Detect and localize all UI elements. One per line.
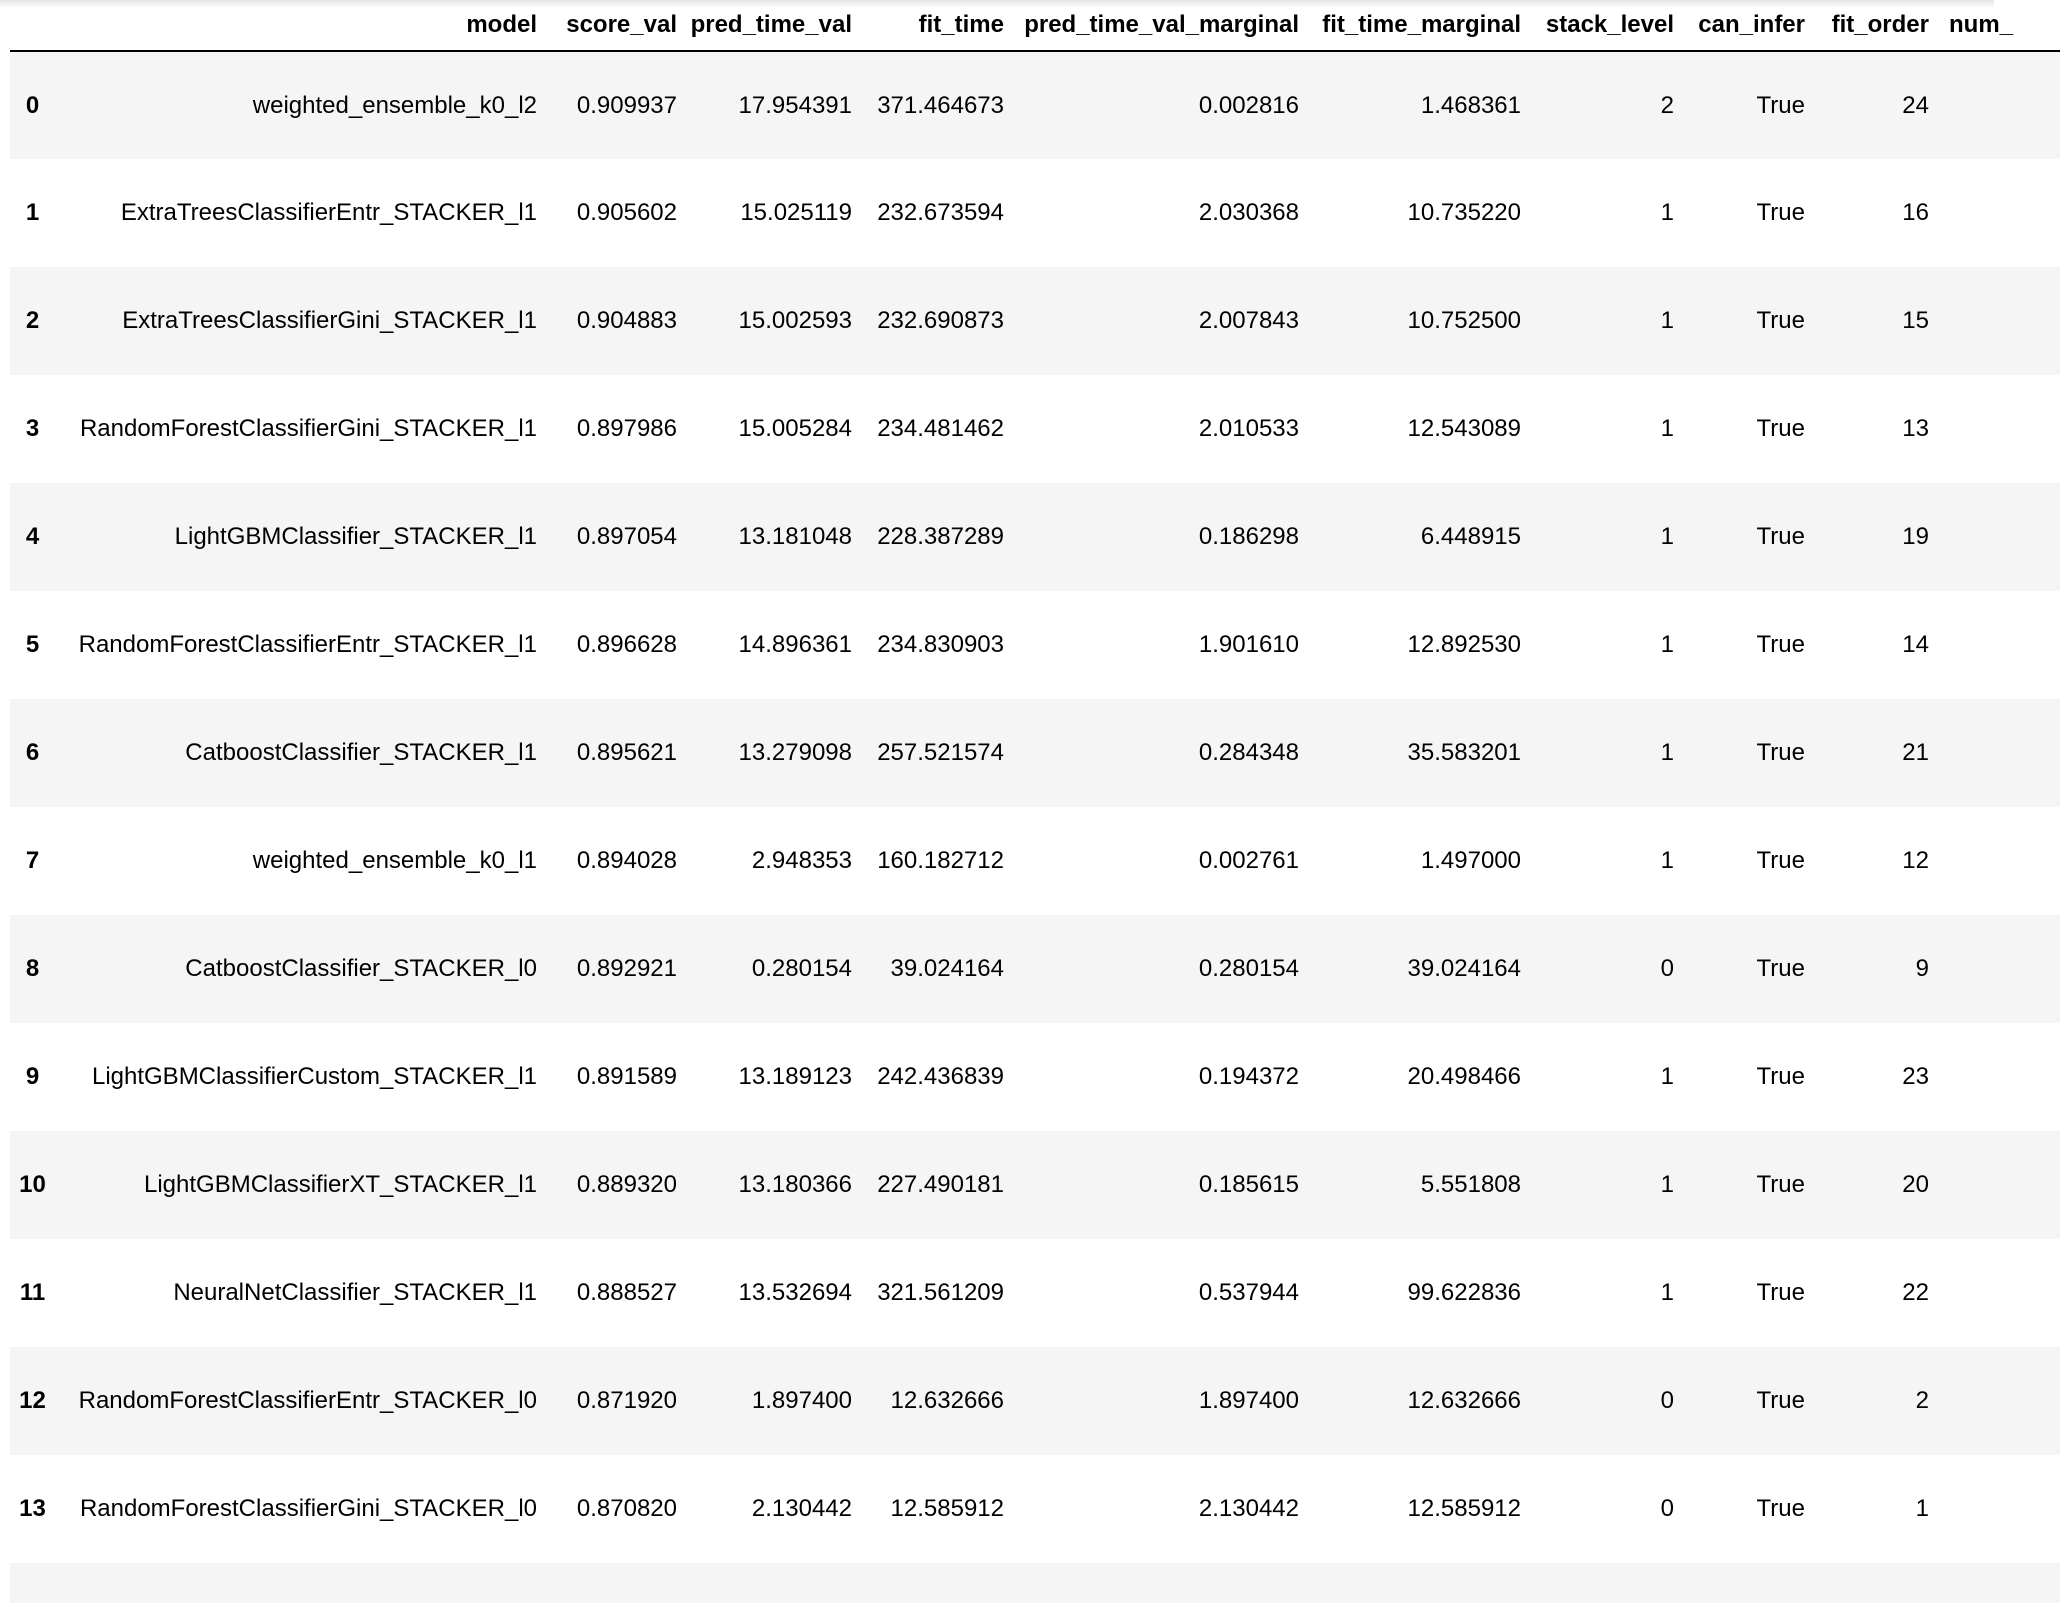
cell-can-infer: True (1756, 739, 1805, 766)
cell-stack-level: 2 (1660, 91, 1674, 119)
cell-can-infer: True (1756, 1171, 1805, 1198)
cell-stack-level: 0 (1660, 1495, 1674, 1522)
cell-fit-time: 234.481462 (877, 415, 1004, 442)
cell-model: LightGBMClassifierXT_STACKER_l1 (143, 1171, 537, 1198)
cell-model: ExtraTreesClassifierGini_STACKER_l1 (122, 307, 537, 334)
cell-fit-order: 21 (1902, 739, 1929, 766)
table-row (10, 915, 2060, 1023)
column-header-fit-order: fit_order (1805, 0, 1929, 51)
row-index: 7 (25, 847, 40, 874)
cell-score-val: 0.905602 (576, 199, 677, 226)
cell-can-infer: True (1756, 1279, 1805, 1306)
cell-model: weighted_ensemble_k0_l2 (252, 91, 537, 119)
cell-pred-time-val: 13.532694 (738, 1279, 852, 1306)
cell-pred-time-val-marginal: 0.537944 (1198, 1279, 1299, 1306)
dataframe-output[interactable] (10, 0, 2014, 1604)
cell-fit-time-marginal: 5.551808 (1420, 1171, 1521, 1198)
cell-pred-time-val-marginal: 0.185615 (1198, 1171, 1299, 1198)
table-row (10, 807, 2060, 915)
cell-model: ExtraTreesClassifierEntr_STACKER_l1 (120, 199, 537, 226)
header-row (10, 0, 2060, 51)
table-row (10, 51, 2060, 159)
cell-num-truncated (1929, 591, 2060, 699)
column-header-fit-time: fit_time (852, 0, 1004, 51)
cell-fit-time-marginal: 12.585912 (1407, 1495, 1521, 1522)
cell-pred-time-val-marginal: 0.002761 (1198, 847, 1299, 874)
cell-num-truncated (1929, 807, 2060, 915)
cell-pred-time-val: 2.948353 (751, 847, 852, 874)
cell-fit-order: 22 (1902, 1279, 1929, 1306)
cell-fit-time: 227.490181 (877, 1171, 1004, 1198)
cell-fit-time: 242.436839 (877, 1063, 1004, 1090)
cell-fit-order: 9 (1915, 955, 1929, 982)
cell-num-truncated (1929, 51, 2060, 159)
row-index: 10 (19, 1171, 46, 1198)
cell-score-val: 0.894028 (576, 847, 677, 874)
cell-can-infer: True (1756, 1063, 1805, 1090)
cell-score-val: 0.904883 (576, 307, 677, 334)
cell-can-infer: True (1756, 91, 1805, 119)
cell-fit-order: 24 (1902, 91, 1929, 119)
row-index: 0 (25, 91, 40, 119)
cell-num-truncated (1929, 699, 2060, 807)
cell-fit-time-marginal: 1.497000 (1420, 847, 1521, 874)
cell-fit-time: 12.585912 (890, 1495, 1004, 1522)
cell-fit-time-marginal: 12.632666 (1407, 1387, 1521, 1414)
cell-pred-time-val-marginal: 2.130442 (1198, 1495, 1299, 1522)
cell-fit-time: 234.830903 (877, 631, 1004, 658)
cell-can-infer: True (1756, 307, 1805, 334)
cell-stack-level: 1 (1660, 415, 1674, 442)
cell-fit-order: 23 (1902, 1063, 1929, 1090)
cell-model: LightGBMClassifier_STACKER_l1 (174, 523, 537, 550)
cell-fit-order: 16 (1902, 199, 1929, 226)
cell-model: CatboostClassifier_STACKER_l0 (185, 955, 537, 982)
row-index: 3 (25, 415, 40, 442)
column-header-stack-level: stack_level (1521, 0, 1674, 51)
table-row (10, 1455, 2060, 1563)
table-row (10, 1131, 2060, 1239)
cell-model: CatboostClassifier_STACKER_l1 (185, 739, 537, 766)
cell-can-infer: True (1756, 631, 1805, 658)
cell-pred-time-val-marginal: 1.901610 (1198, 631, 1299, 658)
cell-fit-time: 228.387289 (877, 523, 1004, 550)
cell-score-val: 0.897986 (576, 415, 677, 442)
cell-num-truncated (1929, 483, 2060, 591)
column-header-score-val: score_val (537, 0, 677, 51)
cell-can-infer: True (1756, 523, 1805, 550)
table-row (10, 483, 2060, 591)
cell-score-val: 0.889320 (576, 1171, 677, 1198)
cell-pred-time-val-marginal: 2.030368 (1198, 199, 1299, 226)
row-index: 11 (19, 1279, 46, 1306)
column-header-pred-time-val: pred_time_val (677, 0, 852, 51)
cell-model: RandomForestClassifierEntr_STACKER_l1 (78, 631, 537, 658)
cell-fit-time-marginal: 10.735220 (1407, 199, 1521, 226)
cell-pred-time-val-marginal: 2.007843 (1198, 307, 1299, 334)
cell-stack-level: 1 (1660, 523, 1674, 550)
cell-can-infer: True (1756, 1495, 1805, 1522)
row-index: 5 (25, 631, 40, 658)
leaderboard-table (10, 0, 2060, 1603)
cell-stack-level: 1 (1660, 847, 1674, 874)
cell-fit-time: 39.024164 (890, 955, 1004, 982)
cell-pred-time-val: 15.005284 (738, 415, 852, 442)
cell-score-val: 0.892921 (576, 955, 677, 982)
cell-fit-time-marginal: 6.448915 (1420, 523, 1521, 550)
cell-fit-time-marginal: 99.622836 (1407, 1279, 1521, 1306)
cell-pred-time-val: 13.189123 (738, 1063, 852, 1090)
cell-pred-time-val-marginal: 0.002816 (1198, 91, 1299, 119)
cell-fit-time-marginal: 12.543089 (1407, 415, 1521, 442)
column-header-pred-time-val-marginal: pred_time_val_marginal (1004, 0, 1299, 51)
cell-score-val: 0.897054 (576, 523, 677, 550)
cell-model: NeuralNetClassifier_STACKER_l1 (173, 1279, 537, 1306)
cell-pred-time-val-marginal: 0.284348 (1198, 739, 1299, 766)
table-row (10, 375, 2060, 483)
row-index: 9 (25, 1063, 40, 1090)
cell-num-truncated (1929, 375, 2060, 483)
cell-pred-time-val: 13.279098 (738, 739, 852, 766)
cell-fit-time-marginal: 10.752500 (1407, 307, 1521, 334)
index-header (10, 0, 55, 51)
cell-num-truncated (1929, 1239, 2060, 1347)
table-row (10, 159, 2060, 267)
cell-stack-level: 1 (1660, 307, 1674, 334)
cell-score-val: 0.909937 (576, 91, 677, 119)
table-row-partial (10, 1563, 2060, 1603)
cell-fit-time: 321.561209 (877, 1279, 1004, 1306)
table-body (10, 51, 2060, 1603)
cell-stack-level: 1 (1660, 199, 1674, 226)
row-index: 2 (25, 307, 40, 334)
cell-model: LightGBMClassifierCustom_STACKER_l1 (91, 1063, 537, 1090)
cell-fit-time: 160.182712 (877, 847, 1004, 874)
cell-score-val: 0.871920 (576, 1387, 677, 1414)
cell-fit-time: 257.521574 (877, 739, 1004, 766)
column-header-num-: num_ (1929, 0, 2060, 51)
cell-pred-time-val: 0.280154 (751, 955, 852, 982)
cell-score-val: 0.888527 (576, 1279, 677, 1306)
cell-fit-order: 15 (1902, 307, 1929, 334)
row-index: 13 (19, 1495, 46, 1522)
partial-row-cell (10, 1563, 2060, 1603)
cell-stack-level: 1 (1660, 739, 1674, 766)
cell-score-val: 0.870820 (576, 1495, 677, 1522)
cell-pred-time-val-marginal: 2.010533 (1198, 415, 1299, 442)
cell-fit-order: 12 (1902, 847, 1929, 874)
cell-pred-time-val-marginal: 0.280154 (1198, 955, 1299, 982)
cell-num-truncated (1929, 1455, 2060, 1563)
cell-pred-time-val: 15.025119 (740, 199, 852, 226)
cell-num-truncated (1929, 1131, 2060, 1239)
cell-can-infer: True (1756, 199, 1805, 226)
cell-fit-order: 14 (1902, 631, 1929, 658)
cell-pred-time-val: 2.130442 (751, 1495, 852, 1522)
cell-model: weighted_ensemble_k0_l1 (252, 847, 537, 874)
cell-pred-time-val: 17.954391 (738, 91, 852, 119)
table-row (10, 267, 2060, 375)
cell-fit-time: 12.632666 (890, 1387, 1004, 1414)
table-row (10, 1023, 2060, 1131)
cell-pred-time-val-marginal: 0.186298 (1198, 523, 1299, 550)
cell-stack-level: 0 (1660, 1387, 1674, 1414)
cell-fit-time-marginal: 12.892530 (1407, 631, 1521, 658)
table-row (10, 1239, 2060, 1347)
cell-pred-time-val: 15.002593 (738, 307, 852, 334)
cell-score-val: 0.891589 (576, 1063, 677, 1090)
cell-stack-level: 1 (1660, 1279, 1674, 1306)
cell-score-val: 0.895621 (576, 739, 677, 766)
row-index: 4 (25, 523, 40, 550)
cell-fit-order: 19 (1902, 523, 1929, 550)
column-header-fit-time-marginal: fit_time_marginal (1299, 0, 1521, 51)
cell-can-infer: True (1756, 955, 1805, 982)
table-header (10, 0, 2060, 51)
table-row (10, 699, 2060, 807)
cell-fit-order: 13 (1902, 415, 1929, 442)
cell-num-truncated (1929, 267, 2060, 375)
cell-fit-order: 2 (1915, 1387, 1929, 1414)
cell-pred-time-val: 14.896361 (738, 631, 852, 658)
column-header-model: model (55, 0, 537, 51)
cell-pred-time-val: 1.897400 (751, 1387, 852, 1414)
cell-pred-time-val-marginal: 0.194372 (1198, 1063, 1299, 1090)
cell-can-infer: True (1756, 415, 1805, 442)
cell-fit-time-marginal: 1.468361 (1420, 91, 1521, 119)
cell-fit-time-marginal: 39.024164 (1407, 955, 1521, 982)
cell-num-truncated (1929, 1347, 2060, 1455)
cell-stack-level: 1 (1660, 631, 1674, 658)
cell-model: RandomForestClassifierGini_STACKER_l0 (79, 1495, 537, 1522)
cell-pred-time-val: 13.180366 (738, 1171, 852, 1198)
table-row (10, 591, 2060, 699)
cell-num-truncated (1929, 915, 2060, 1023)
row-index: 1 (25, 199, 40, 226)
cell-can-infer: True (1756, 847, 1805, 874)
column-header-can-infer: can_infer (1674, 0, 1805, 51)
cell-can-infer: True (1756, 1387, 1805, 1414)
cell-fit-time-marginal: 35.583201 (1407, 739, 1521, 766)
cell-stack-level: 1 (1660, 1063, 1674, 1090)
cell-stack-level: 0 (1660, 955, 1674, 982)
cell-fit-order: 20 (1902, 1171, 1929, 1198)
cell-num-truncated (1929, 159, 2060, 267)
table-row (10, 1347, 2060, 1455)
row-index: 6 (25, 739, 40, 766)
cell-stack-level: 1 (1660, 1171, 1674, 1198)
cell-fit-time: 232.690873 (877, 307, 1004, 334)
cell-num-truncated (1929, 1023, 2060, 1131)
cell-fit-time-marginal: 20.498466 (1407, 1063, 1521, 1090)
cell-fit-time: 232.673594 (877, 199, 1004, 226)
row-index: 12 (19, 1387, 46, 1414)
cell-score-val: 0.896628 (576, 631, 677, 658)
cell-pred-time-val-marginal: 1.897400 (1198, 1387, 1299, 1414)
cell-model: RandomForestClassifierGini_STACKER_l1 (79, 415, 537, 442)
cell-fit-time: 371.464673 (877, 91, 1004, 119)
row-index: 8 (25, 955, 40, 982)
cell-model: RandomForestClassifierEntr_STACKER_l0 (78, 1387, 537, 1414)
cell-pred-time-val: 13.181048 (738, 523, 852, 550)
cell-fit-order: 1 (1915, 1495, 1929, 1522)
